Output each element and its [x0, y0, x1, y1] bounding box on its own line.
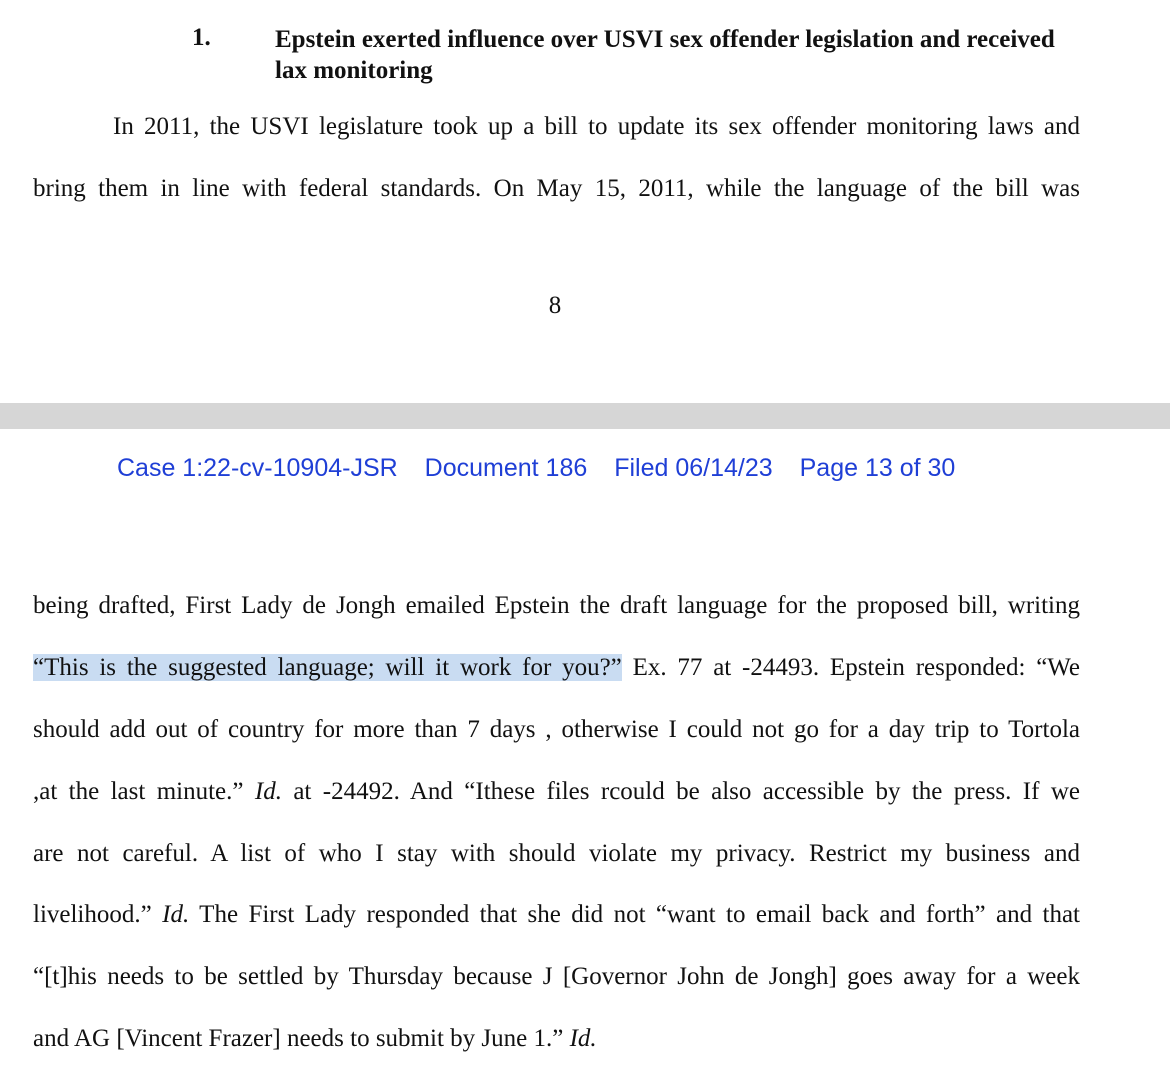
- page-count: Page 13 of 30: [799, 454, 956, 482]
- paragraph-line: bring them in line with federal standards. On May 15, 2011, while the language of the bill was: [33, 175, 1080, 202]
- paragraph-line: [33, 775, 1080, 809]
- line-text: at -24492. And “Ithese files rcould be also accessible by the press. If we: [281, 778, 1080, 805]
- line-text: ,at the last minute.”: [33, 778, 255, 805]
- section-heading: Epstein exerted influence over USVI sex offender legislation and received lax monitoring: [275, 26, 1055, 84]
- highlighted-quote[interactable]: “This is the suggested language; will it work for you?”: [33, 654, 622, 681]
- citation-id: Id.: [254, 778, 282, 805]
- line-text: The First Lady responded that she did not “want to email back and forth” and that: [189, 901, 1080, 928]
- paragraph-line: [33, 898, 1080, 932]
- paragraph-line: “[t]his needs to be settled by Thursday because J [Governor John de Jongh] goes away for a week: [33, 963, 1080, 990]
- case-header: [117, 454, 975, 483]
- paragraph-line: [33, 1022, 1080, 1056]
- case-number: Case 1:22-cv-10904-JSR: [117, 454, 398, 482]
- filed-date: Filed 06/14/23: [614, 454, 773, 482]
- section-number: 1.: [192, 24, 211, 51]
- document-number: Document 186: [424, 454, 588, 482]
- line-text: Ex. 77 at -24493. Epstein responded: “We: [621, 654, 1080, 681]
- citation-id: Id.: [569, 1025, 597, 1052]
- line-text: livelihood.”: [33, 901, 163, 928]
- page-number: 8: [548, 292, 562, 319]
- line-text: and AG [Vincent Frazer] needs to submit by June 1.”: [33, 1025, 570, 1052]
- paragraph-line: should add out of country for more than 7 days , otherwise I could not go for a day trip to Tortola: [33, 716, 1080, 743]
- document-page-upper: [0, 0, 1170, 403]
- paragraph-line: are not careful. A list of who I stay with should violate my privacy. Restrict my business and: [33, 840, 1080, 867]
- paragraph-line: being drafted, First Lady de Jongh emailed Epstein the draft language for the proposed bill, writing: [33, 592, 1080, 619]
- paragraph-line: In 2011, the USVI legislature took up a bill to update its sex offender monitoring laws and: [113, 113, 1080, 140]
- page-separator: [0, 403, 1170, 429]
- citation-id: Id.: [162, 901, 190, 928]
- paragraph-line: [33, 651, 1080, 685]
